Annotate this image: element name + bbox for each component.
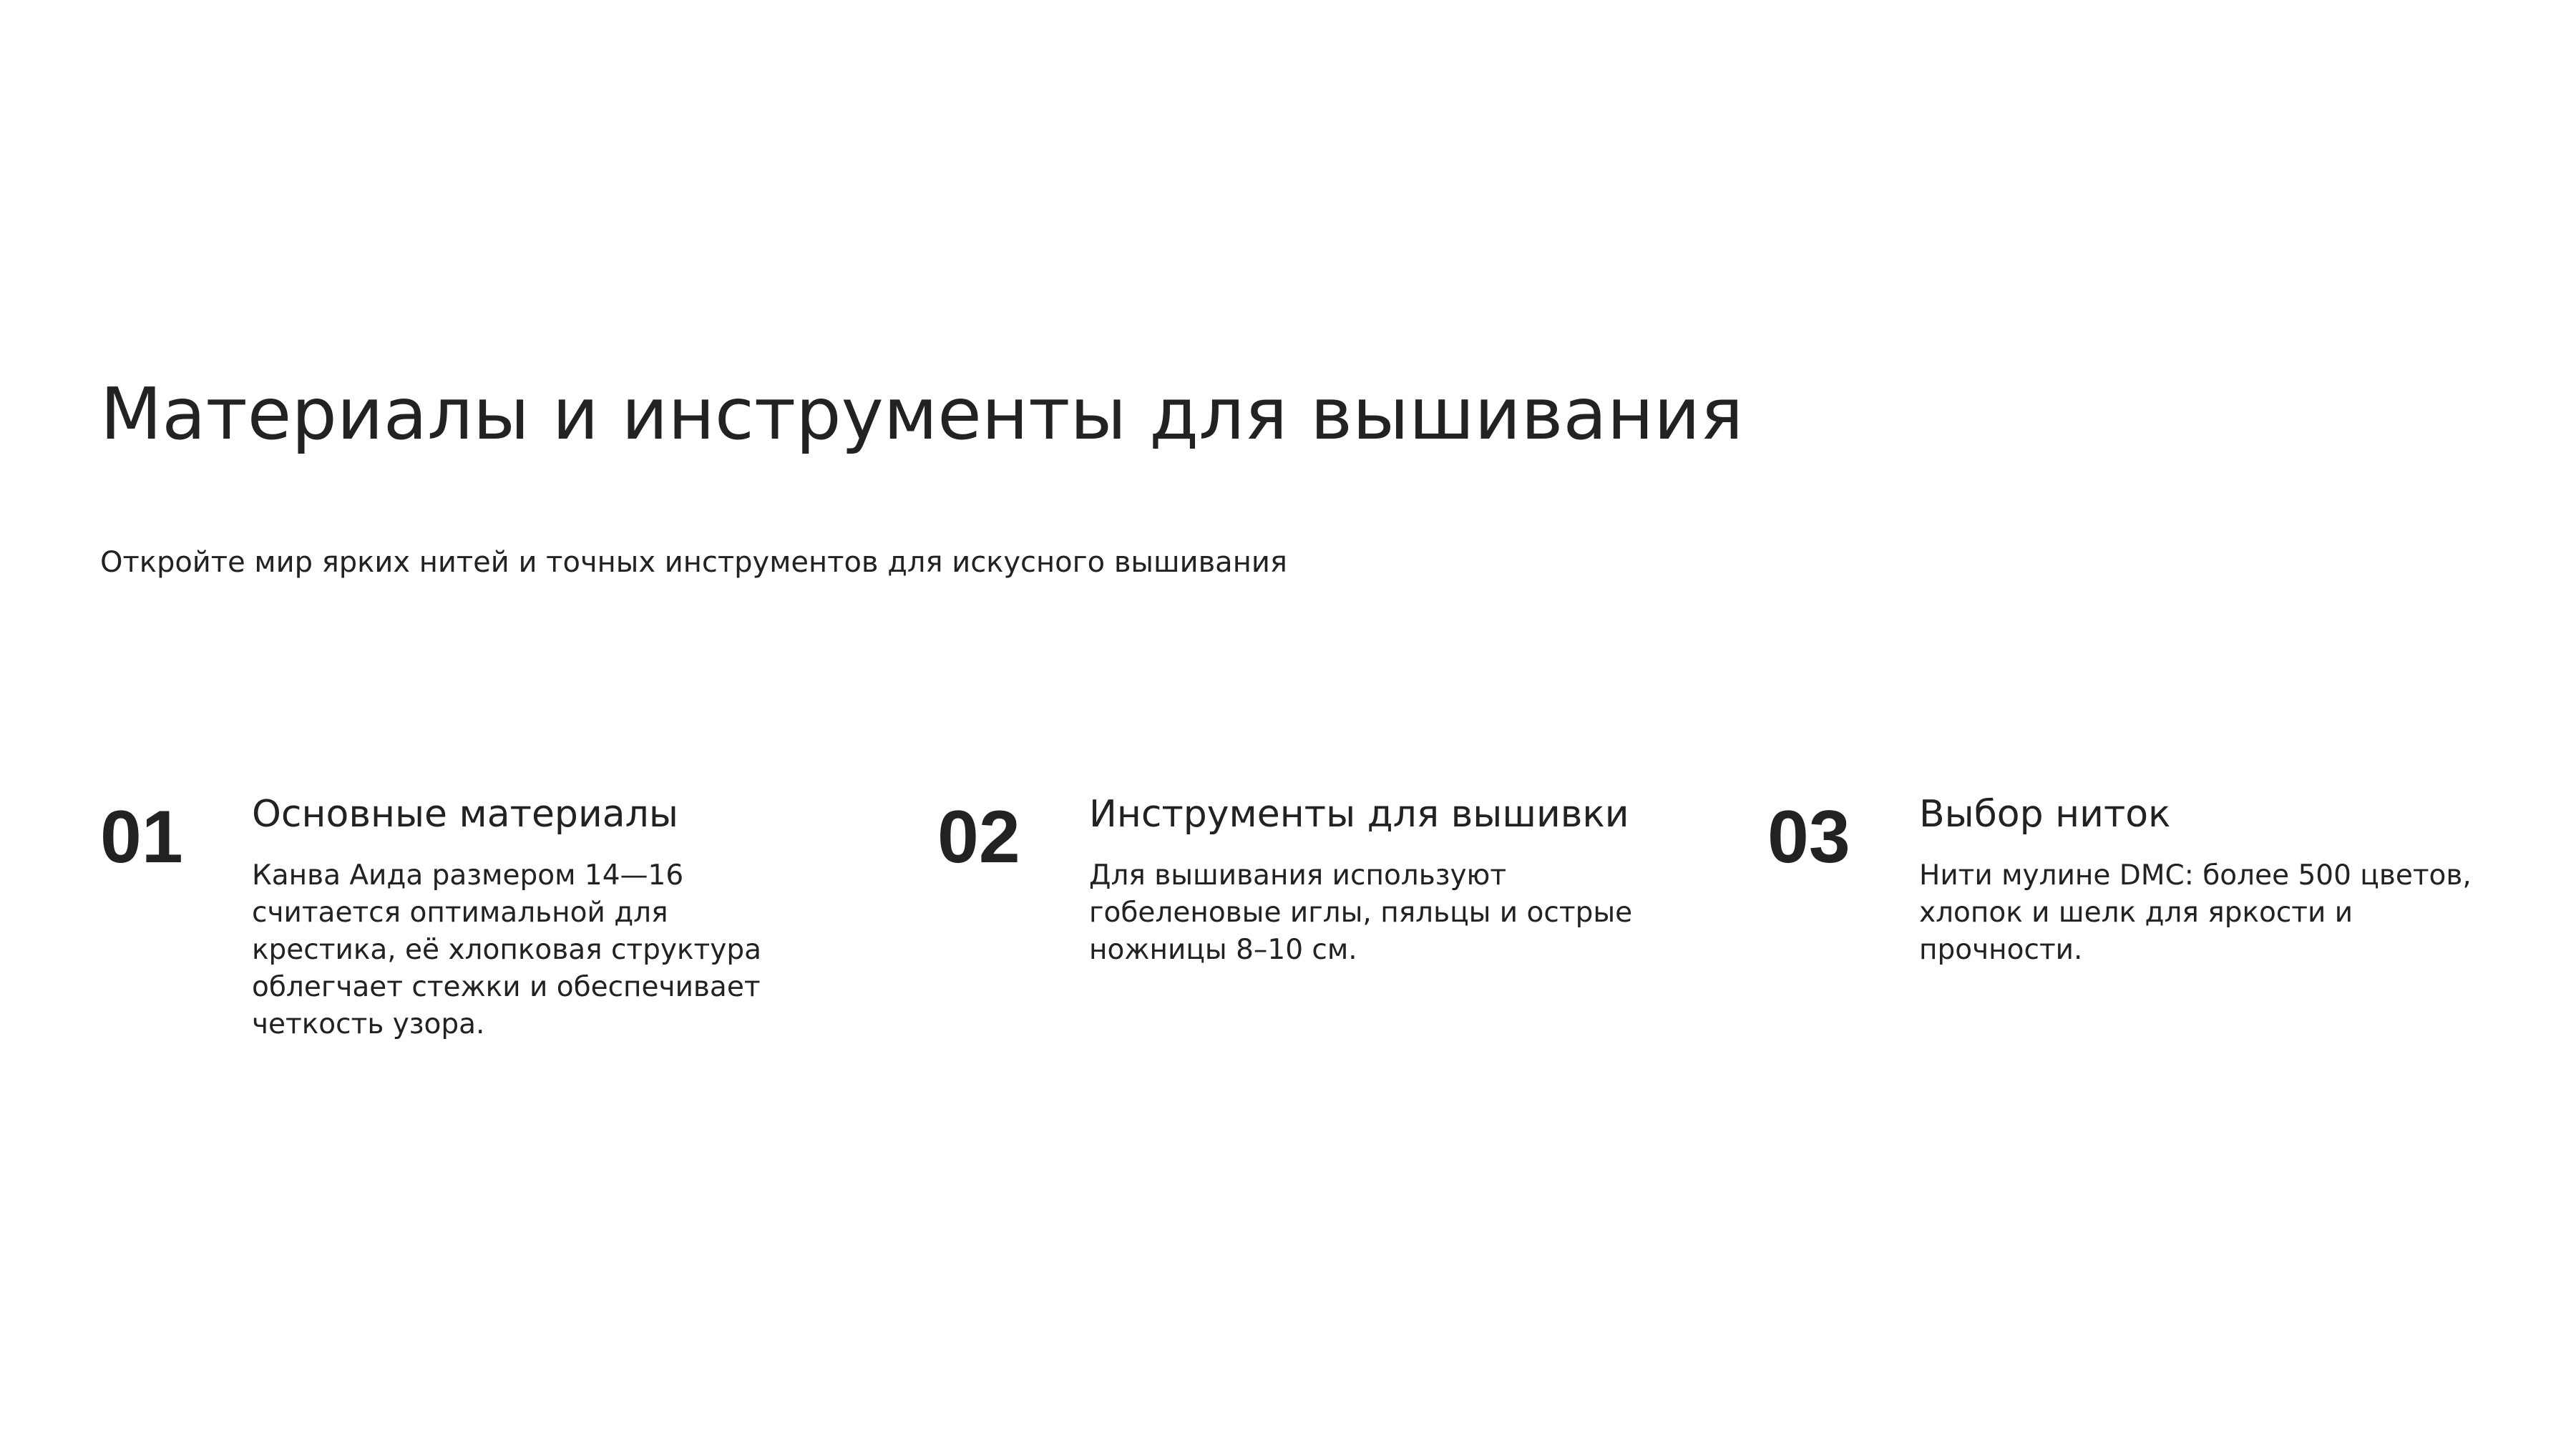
feature-title: Основные материалы xyxy=(252,793,678,836)
feature-description: Канва Аида размером 14—16 считается оптимальной для крестика, её хлопковая структура облегчает стежки и обеспечивает четкость узора. xyxy=(252,859,761,1040)
page-subtitle: Откройте мир ярких нитей и точных инструментов для искусного вышивания xyxy=(100,546,1287,579)
feature-description: Для вышивания используют гобеленовые иглы, пяльцы и острые ножницы 8–10 см. xyxy=(1089,859,1633,966)
materials-section xyxy=(100,0,2476,1449)
feature-number: 02 xyxy=(937,796,1020,879)
feature-item-materials xyxy=(100,787,816,1073)
feature-number: 03 xyxy=(1767,796,1850,879)
feature-item-threads xyxy=(1767,787,2476,1073)
feature-item-tools xyxy=(937,787,1653,1073)
feature-body xyxy=(252,787,810,1043)
feature-title: Инструменты для вышивки xyxy=(1089,793,1629,836)
feature-number: 01 xyxy=(100,796,183,879)
feature-description: Нити мулине DMC: более 500 цветов, хлопок и шелк для яркости и прочности. xyxy=(1919,859,2472,966)
page-title: Материалы и инструменты для вышивания xyxy=(100,372,1744,456)
feature-body xyxy=(1919,787,2484,969)
feature-title: Выбор ниток xyxy=(1919,793,2171,836)
feature-body xyxy=(1089,787,1662,969)
